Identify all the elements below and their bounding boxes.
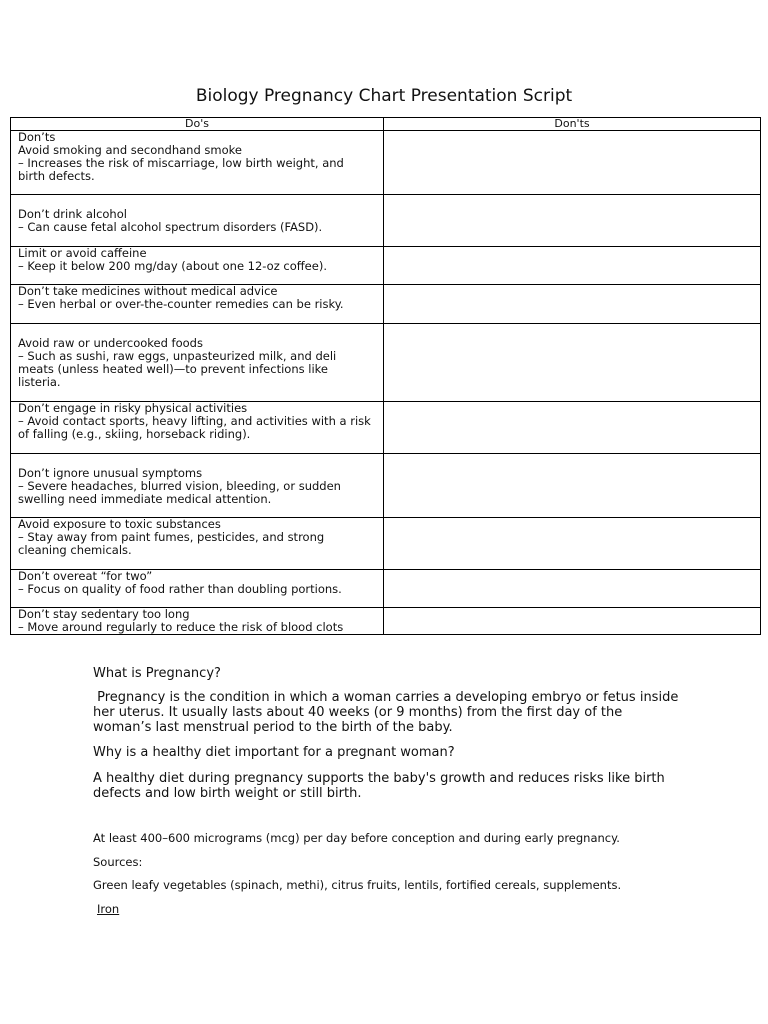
cell-line: – Such as sushi, raw eggs, unpasteurized milk, and deli — [18, 349, 337, 363]
table-row — [11, 285, 761, 324]
cell-line: swelling need immediate medical attention. — [18, 492, 272, 506]
dos-column-header: Do's — [11, 118, 384, 131]
dos-cell — [11, 608, 384, 635]
question-healthy-diet: Why is a healthy diet important for a pregnant woman? — [93, 745, 455, 760]
table-row — [11, 402, 761, 454]
table-row — [11, 131, 761, 195]
dos-cell — [11, 195, 384, 247]
donts-cell — [384, 402, 761, 454]
dos-cell — [11, 285, 384, 324]
table-row — [11, 608, 761, 635]
table-row — [11, 454, 761, 518]
dos-donts-table — [10, 117, 761, 635]
answer-healthy-diet — [93, 771, 693, 801]
paragraph-line: Pregnancy is the condition in which a woman carries a developing embryo or fetus inside — [93, 690, 679, 705]
cell-line: – Can cause fetal alcohol spectrum disorders (FASD). — [18, 220, 323, 234]
cell-line: listeria. — [18, 375, 61, 389]
sources-text: Green leafy vegetables (spinach, methi), citrus fruits, lentils, fortified cereals, supplements. — [93, 878, 622, 892]
table-row — [11, 518, 761, 570]
dos-cell — [11, 570, 384, 608]
cell-line: – Move around regularly to reduce the risk of blood clots — [18, 620, 344, 634]
cell-line: – Focus on quality of food rather than doubling portions. — [18, 582, 342, 596]
cell-line: – Keep it below 200 mg/day (about one 12-oz coffee). — [18, 259, 327, 273]
dos-cell — [11, 402, 384, 454]
sources-label: Sources: — [93, 855, 143, 869]
table-row — [11, 324, 761, 402]
dos-cell — [11, 454, 384, 518]
donts-cell — [384, 247, 761, 285]
donts-cell — [384, 608, 761, 635]
paragraph-line: A healthy diet during pregnancy supports the baby's growth and reduces risks like birth — [93, 771, 665, 786]
iron-heading: Iron — [97, 902, 120, 916]
dos-cell — [11, 131, 384, 195]
paragraph-line: her uterus. It usually lasts about 40 weeks (or 9 months) from the first day of the — [93, 705, 623, 720]
cell-line: – Severe headaches, blurred vision, bleeding, or sudden — [18, 479, 341, 493]
cell-line: Don’t stay sedentary too long — [18, 607, 190, 621]
donts-cell — [384, 570, 761, 608]
cell-line: meats (unless heated well)—to prevent infections like — [18, 362, 328, 376]
donts-cell — [384, 454, 761, 518]
cell-line: Don’t drink alcohol — [18, 207, 127, 221]
cell-line: Avoid exposure to toxic substances — [18, 517, 221, 531]
dos-cell — [11, 518, 384, 570]
cell-line: – Avoid contact sports, heavy lifting, and activities with a risk — [18, 414, 371, 428]
table-header-row — [11, 118, 761, 131]
donts-column-header: Don'ts — [384, 118, 761, 131]
document-title: Biology Pregnancy Chart Presentation Script — [195, 86, 573, 106]
donts-cell — [384, 518, 761, 570]
cell-line: cleaning chemicals. — [18, 543, 132, 557]
donts-cell — [384, 285, 761, 324]
table-row — [11, 195, 761, 247]
cell-line: – Increases the risk of miscarriage, low birth weight, and — [18, 156, 344, 170]
cell-line: of falling (e.g., skiing, horseback riding). — [18, 427, 251, 441]
cell-line: – Stay away from paint fumes, pesticides, and strong — [18, 530, 325, 544]
question-what-is-pregnancy: What is Pregnancy? — [93, 666, 221, 681]
donts-cell — [384, 131, 761, 195]
cell-line: Limit or avoid caffeine — [18, 246, 147, 260]
donts-cell — [384, 324, 761, 402]
paragraph-line: defects and low birth weight or still birth. — [93, 786, 362, 801]
cell-line: birth defects. — [18, 169, 95, 183]
cell-line: Don’ts — [18, 130, 56, 144]
cell-line: Don’t overeat “for two” — [18, 569, 153, 583]
cell-line: Don’t take medicines without medical advice — [18, 284, 278, 298]
cell-line: Don’t ignore unusual symptoms — [18, 466, 203, 480]
table-row — [11, 247, 761, 285]
table-row — [11, 570, 761, 608]
cell-line: – Even herbal or over-the-counter remedies can be risky. — [18, 297, 344, 311]
dose-text: At least 400–600 micrograms (mcg) per day before conception and during early pregnancy. — [93, 831, 620, 845]
dos-cell — [11, 324, 384, 402]
cell-line: Avoid smoking and secondhand smoke — [18, 143, 242, 157]
donts-cell — [384, 195, 761, 247]
paragraph-line: woman’s last menstrual period to the birth of the baby. — [93, 720, 453, 735]
answer-pregnancy-definition — [93, 690, 693, 735]
cell-line: Don’t engage in risky physical activities — [18, 401, 248, 415]
cell-line: Avoid raw or undercooked foods — [18, 336, 203, 350]
dos-cell — [11, 247, 384, 285]
